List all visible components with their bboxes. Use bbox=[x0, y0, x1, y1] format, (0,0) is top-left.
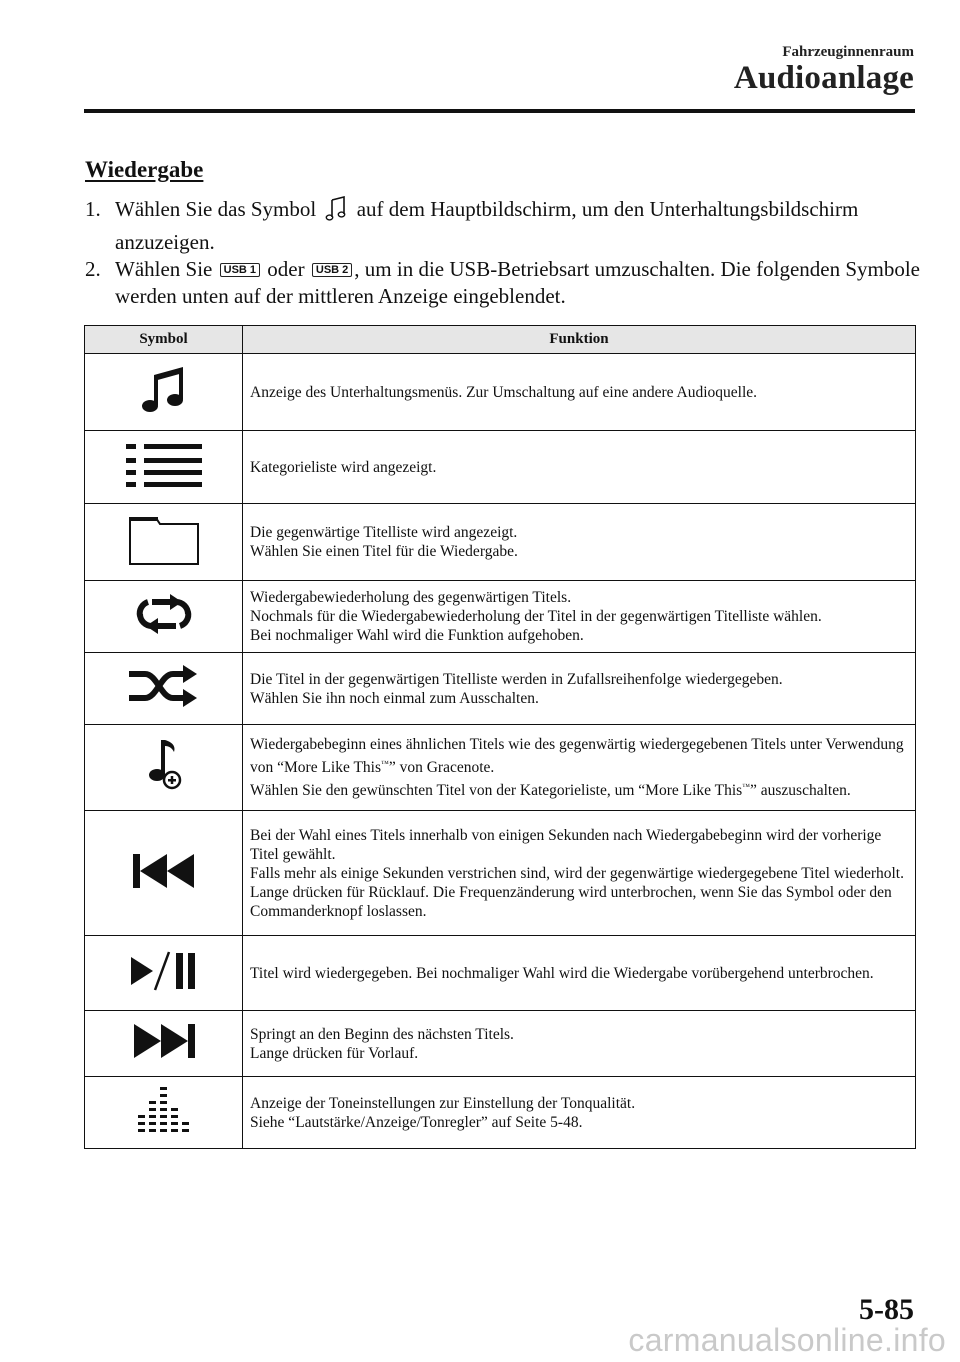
step-number: 2. bbox=[85, 257, 101, 281]
table-row bbox=[85, 354, 916, 431]
function-text: Die Titel in der gegenwärtigen Titelliste werden in Zufallsreihenfolge wiedergegeben. bbox=[250, 670, 783, 688]
function-text: Bei der Wahl eines Titels innerhalb von einigen Sekunden nach Wiedergabebeginn wird der vorherige Titel gewählt. bbox=[250, 826, 882, 863]
function-cell bbox=[243, 653, 916, 725]
function-text: Anzeige des Unterhaltungsmenüs. Zur Umschaltung auf eine andere Audioquelle. bbox=[250, 383, 758, 401]
symbol-cell bbox=[85, 811, 243, 936]
function-text: Titel wird wiedergegeben. Bei nochmaliger Wahl wird die Wiedergabe vorübergehend unterbrochen. bbox=[250, 964, 874, 982]
function-text: Falls mehr als einige Sekunden verstrichen sind, wird der gegenwärtige wiedergegebene Titel wiederholt. bbox=[250, 864, 904, 882]
symbol-cell bbox=[85, 936, 243, 1011]
folder-icon bbox=[128, 553, 200, 570]
function-text: Lange drücken für Vorlauf. bbox=[250, 1044, 419, 1062]
symbol-cell bbox=[85, 1077, 243, 1149]
table-row bbox=[85, 431, 916, 504]
function-cell bbox=[243, 504, 916, 581]
function-text: Wählen Sie den gewünschten Titel von der Kategorieliste, um “More Like This™” auszuschalten. bbox=[250, 782, 851, 800]
column-header-symbol: Symbol bbox=[85, 326, 243, 354]
function-cell bbox=[243, 581, 916, 653]
section-heading: Wiedergabe bbox=[85, 157, 204, 182]
symbol-cell bbox=[85, 725, 243, 811]
play-pause-icon bbox=[129, 979, 199, 996]
symbol-function-table bbox=[84, 325, 916, 1149]
function-cell bbox=[243, 354, 916, 431]
function-text: Nochmals für die Wiedergabewiederholung der Titel in der gegenwärtigen Titelliste wählen. bbox=[250, 608, 822, 625]
function-cell bbox=[243, 431, 916, 504]
function-text: Springt an den Beginn des nächsten Titels. bbox=[250, 1025, 514, 1043]
table-row bbox=[85, 581, 916, 653]
function-text: Wiedergabewiederholung des gegenwärtigen Titels. bbox=[250, 589, 572, 606]
table-row bbox=[85, 1077, 916, 1149]
step-text: , um in die USB-Betriebsart umzuschalten. Die folgenden Symbole werden unten auf der mittleren Anzeige eingeblendet. bbox=[115, 257, 920, 308]
step-text: auf dem Hauptbildschirm, um den Unterhaltungsbildschirm anzuzeigen. bbox=[115, 197, 859, 254]
function-cell bbox=[243, 725, 916, 811]
column-header-function: Funktion bbox=[243, 326, 916, 354]
table-row bbox=[85, 811, 916, 936]
shuffle-icon bbox=[127, 695, 201, 712]
skip-forward-icon bbox=[131, 1047, 197, 1064]
function-cell bbox=[243, 1077, 916, 1149]
skip-back-icon bbox=[131, 877, 197, 894]
header-section: Fahrzeuginnenraum bbox=[782, 44, 914, 60]
table-header-row bbox=[85, 326, 916, 354]
symbol-cell bbox=[85, 504, 243, 581]
watermark: carmanualsonline.info bbox=[628, 1322, 946, 1358]
function-text: Die gegenwärtige Titelliste wird angezeigt. bbox=[250, 524, 518, 541]
function-text: Anzeige der Toneinstellungen zur Einstellung der Tonqualität. bbox=[250, 1094, 636, 1112]
more-like-this-icon bbox=[144, 779, 184, 796]
symbol-cell bbox=[85, 581, 243, 653]
usb1-key: USB 1 bbox=[220, 263, 260, 277]
step-1 bbox=[85, 196, 925, 256]
table-row bbox=[85, 653, 916, 725]
function-cell bbox=[243, 936, 916, 1011]
function-text: Bei nochmaliger Wahl wird die Funktion aufgehoben. bbox=[250, 627, 584, 644]
music-note-icon bbox=[141, 402, 187, 419]
page-number: 5-85 bbox=[859, 1293, 914, 1326]
step-number: 1. bbox=[85, 197, 101, 221]
function-text: Wählen Sie einen Titel für die Wiedergabe. bbox=[250, 543, 518, 560]
table-row bbox=[85, 504, 916, 581]
function-text: Siehe “Lautstärke/Anzeige/Tonregler” auf Seite 5-48. bbox=[250, 1113, 583, 1131]
table-row bbox=[85, 936, 916, 1011]
step-2 bbox=[85, 256, 925, 310]
symbol-cell bbox=[85, 1011, 243, 1077]
equalizer-icon bbox=[136, 1122, 192, 1139]
step-text: Wählen Sie das Symbol bbox=[115, 197, 317, 221]
function-cell bbox=[243, 811, 916, 936]
usb2-key: USB 2 bbox=[312, 263, 352, 277]
table-row bbox=[85, 1011, 916, 1077]
music-note-icon bbox=[325, 196, 347, 229]
symbol-cell bbox=[85, 354, 243, 431]
step-text: Wählen Sie bbox=[115, 257, 213, 281]
step-text: oder bbox=[267, 257, 305, 281]
header-title: Audioanlage bbox=[733, 60, 914, 96]
category-list-icon bbox=[124, 476, 204, 493]
header-rule bbox=[84, 109, 915, 113]
repeat-icon bbox=[132, 623, 196, 640]
function-text: Kategorieliste wird angezeigt. bbox=[250, 458, 437, 476]
function-cell bbox=[243, 1011, 916, 1077]
symbol-cell bbox=[85, 653, 243, 725]
function-text: Wiedergabebeginn eines ähnlichen Titels wie des gegenwärtig wiedergegebenen Titels unter Verwendung von “More Like This™” von Gracenote. bbox=[250, 735, 904, 776]
steps-list bbox=[85, 196, 925, 310]
symbol-cell bbox=[85, 431, 243, 504]
table-row bbox=[85, 725, 916, 811]
function-text: Wählen Sie ihn noch einmal zum Ausschalten. bbox=[250, 689, 539, 707]
function-text: Lange drücken für Rücklauf. Die Frequenzänderung wird unterbrochen, wenn Sie das Symbol oder den Commanderknopf loslassen. bbox=[250, 883, 892, 920]
